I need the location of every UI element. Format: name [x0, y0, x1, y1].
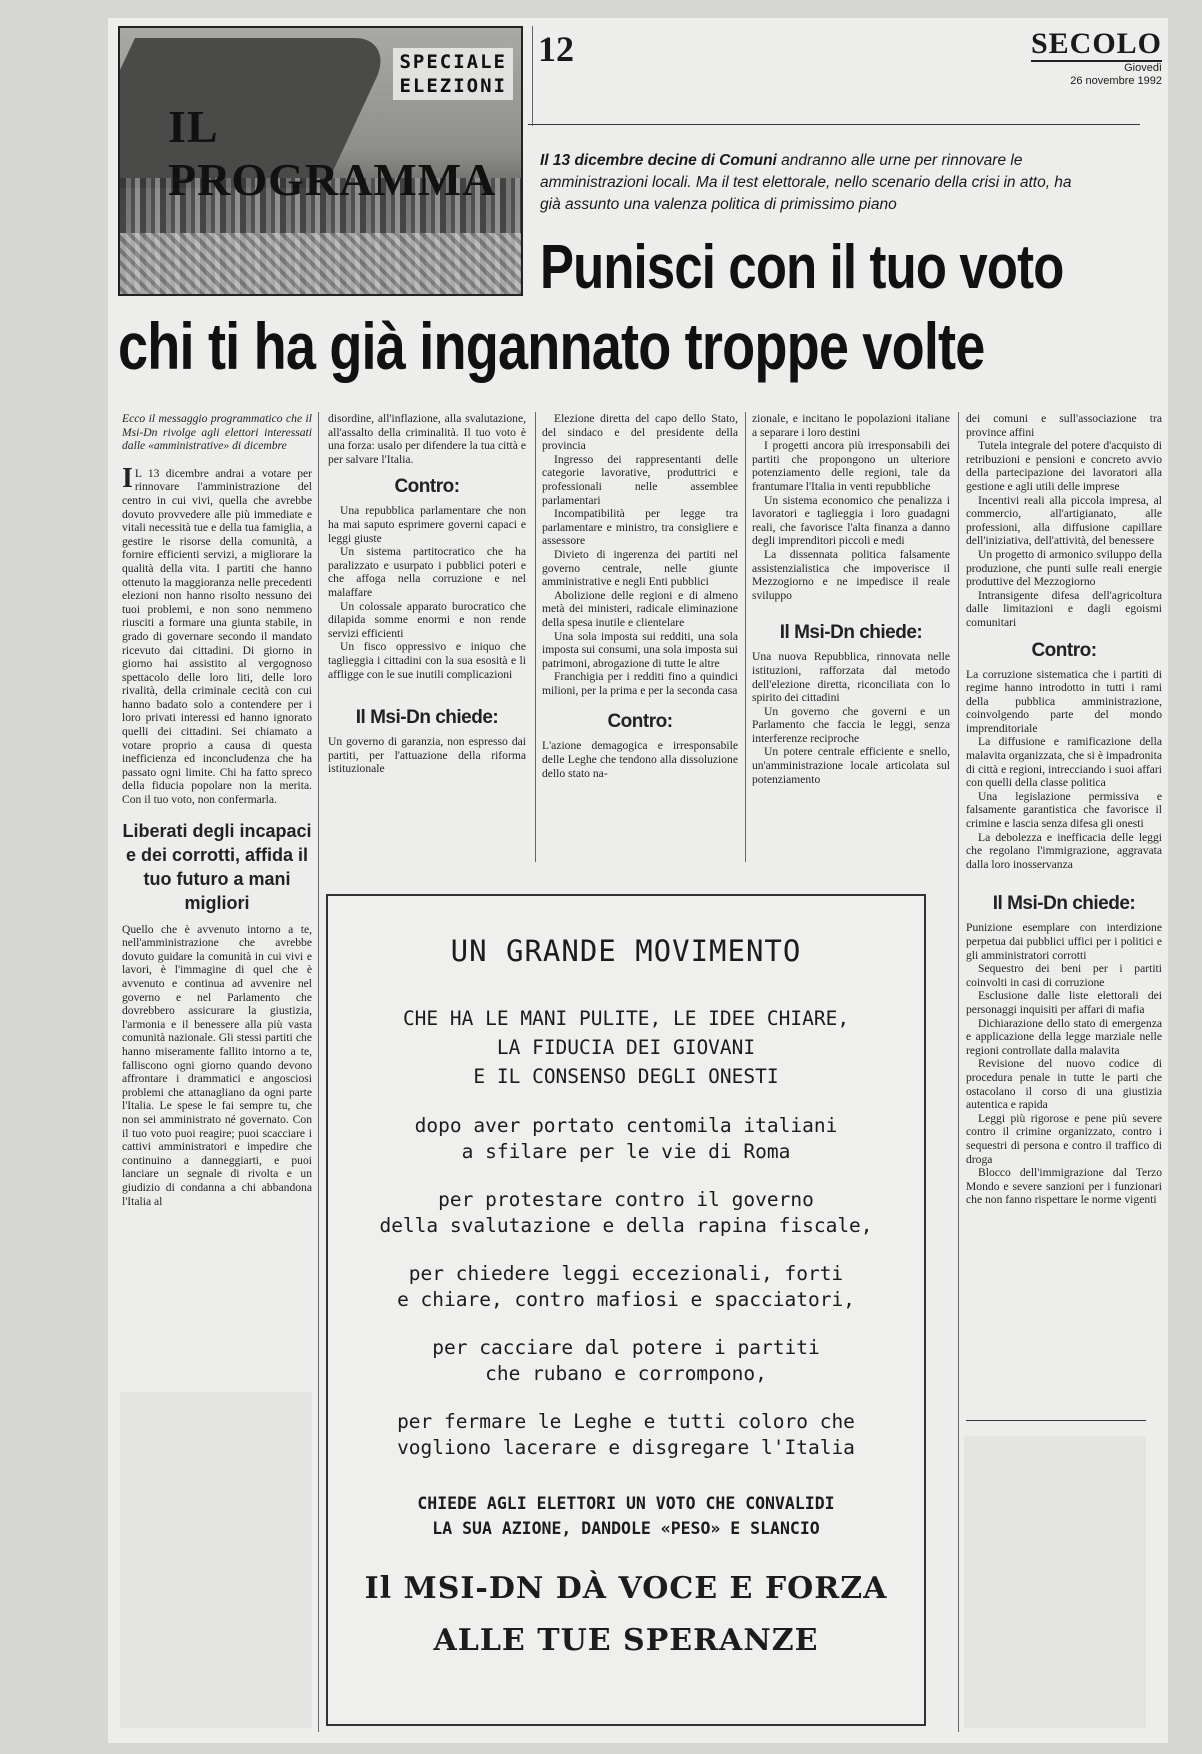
box-para-line: vogliono lacerare e disgregare l'Italia [397, 1436, 855, 1459]
col1-intro: Ecco il messaggio programmatico che il Msi-Dn rivolge agli elettori interessati dalle «amministrative» di dicembre [122, 412, 312, 453]
col5-bottom-rule [966, 1420, 1146, 1421]
col5-contro-item: La diffusione e ramificazione della malavita organizzata, che si è impadronita di città e regioni, intrecciando i suoi affari con quelli della classe politica [966, 735, 1162, 790]
col2-contro-item: Una repubblica parlamentare che non ha mai saputo esprimere governi capaci e leggi giuste [328, 504, 526, 545]
box-para-2 [328, 1187, 924, 1239]
box-appeal-line: LA SUA AZIONE, DANDOLE «PESO» E SLANCIO [432, 1519, 820, 1538]
col4-item: I progetti ancora più irresponsabili dei partiti che propongono un ulteriore potenziamento delle regioni, tale da frantumare l'Italia in venti repubbliche [752, 439, 950, 493]
header-vline [532, 26, 533, 126]
col5-chiede-title: Il Msi-Dn chiede: [992, 893, 1136, 915]
col2-chiede-title: Il Msi-Dn chiede: [355, 707, 499, 729]
column-2 [328, 412, 526, 872]
col4-chiede-item: Una nuova Repubblica, rinnovata nelle istituzioni, rafforzata dal metodo dell'elezione diretta, riconciliata con lo spirito dei cittadini [752, 650, 950, 705]
col5-chiede-item: Revisione del nuovo codice di procedura penale in tutte le parti che ostacolano il corso di una giustizia autentica e rapida [966, 1057, 1162, 1112]
col5-item: Tutela integrale del potere d'acquisto di retribuzioni e pensioni e concreto avvio della partecipazione dei lavoratori alla gestione e agli utili delle imprese [966, 439, 1162, 493]
col3-item: Una sola imposta sui redditi, una sola imposta sui consumi, una sola imposta sui patrimoni, abrogazione di tutte le altre [542, 629, 738, 670]
box-para-line: della svalutazione e della rapina fiscale, [379, 1214, 873, 1237]
col4-item: Un sistema economico che penalizza i lavoratori e taglieggia i loro guadagni reali, che favorisce l'alta finanza a danno degli imprenditori piccoli e medi [752, 493, 950, 548]
col5-contro-item: La debolezza e inefficacia delle leggi che regolano l'immigrazione, aggravata dalla loro inosservanza [966, 830, 1162, 871]
col4-item: zionale, e incitano le popolazioni italiane a separare i loro destini [752, 412, 950, 439]
col1-bottom-panel [120, 1392, 312, 1728]
header-rule [528, 124, 1140, 125]
kicker-speciale: SPECIALE [399, 51, 507, 73]
headline-line-2: chi ti ha già ingannato troppe volte [118, 309, 985, 383]
column-3 [542, 412, 738, 872]
box-para-line: che rubano e corrompono, [485, 1362, 767, 1385]
col4-item: La dissennata politica falsamente assistenzialistica che impoverisce il Mezzogiorno e ne impedisce il reale sviluppo [752, 547, 950, 602]
col5-contro-item: La corruzione sistematica che i partiti di regime hanno introdotto in tutti i rami della pubblica amministrazione, coinvolgendo parte del mondo imprenditoriale [966, 667, 1162, 735]
box-appeal-line: CHIEDE AGLI ELETTORI UN VOTO CHE CONVALIDI [417, 1494, 835, 1513]
column-5 [966, 412, 1162, 1432]
lede-bold: Il 13 dicembre decine di Comuni [540, 152, 777, 169]
col-separator-1 [318, 412, 319, 1732]
col5-contro-item: Una legislazione permissiva e falsamente garantistica che favorisce il crimine e lascia senza difesa gli onesti [966, 789, 1162, 831]
box-para-line: dopo aver portato centomila italiani [414, 1114, 838, 1137]
section-title: IL PROGRAMMA [168, 101, 497, 205]
col-separator-2 [535, 412, 536, 862]
box-caps-line: CHE HA LE MANI PULITE, LE IDEE CHIARE, [402, 1007, 850, 1030]
col4-chiede-item: Un governo che governi e un Parlamento che faccia le leggi, senza interferenze reciproche [752, 704, 950, 745]
col3-contro: L'azione demagogica e irresponsabile delle Leghe che tendono alla dissoluzione dello stato na- [542, 739, 738, 780]
box-para-line: per fermare le Leghe e tutti coloro che [397, 1410, 855, 1433]
col2-body: disordine, all'inflazione, alla svalutazione, all'assalto della criminalità. Il tuo voto è una forza: usalo per difendere la tua città e per salvare l'Italia. [328, 412, 526, 466]
box-appeal [328, 1491, 924, 1541]
lede [540, 150, 1080, 216]
box-para-line: per cacciare dal potere i partiti [432, 1336, 820, 1359]
col3-item: Elezione diretta del capo dello Stato, del sindaco e del presidente della provincia [542, 412, 738, 453]
masthead-day: Giovedì [1124, 62, 1162, 74]
col5-item: Intransigente difesa dell'agricoltura dalle limitazioni e dagli egoismi comunitari [966, 588, 1162, 629]
masthead [1031, 28, 1162, 88]
box-para-1 [328, 1113, 924, 1165]
col5-chiede-item: Sequestro dei beni per i partiti coinvolti in casi di corruzione [966, 962, 1162, 989]
col2-contro-item: Un sistema partitocratico che ha paralizzato e usurpato i pubblici poteri e che affoga nella corruzione e nel malaffare [328, 545, 526, 599]
col5-chiede-item: Leggi più rigorose e pene più severe contro il crimine organizzato, contro i sequestri di persona e contro il traffico di droga [966, 1111, 1162, 1166]
col1-subhead: Liberati degli incapaci e dei corrotti, affida il tuo futuro a mani migliori [122, 820, 312, 913]
col5-item: Incentivi reali alla piccola impresa, al commercio, all'artigianato, alle professioni, alla diffusione capillare dell'iniziativa, dell'attività, del benessere [966, 493, 1162, 548]
box-para-line: per protestare contro il governo [438, 1188, 814, 1211]
box-caps-line: E IL CONSENSO DEGLI ONESTI [473, 1065, 779, 1088]
col4-chiede-title: Il Msi-Dn chiede: [779, 622, 923, 644]
col2-contro-item: Un colossale apparato burocratico che dilapida somme enormi e non rende servizi efficienti [328, 599, 526, 640]
box-slogan-line: ALLE TUE SPERANZE [433, 1623, 819, 1658]
header-photo [118, 26, 523, 296]
box-para-line: a sfilare per le vie di Roma [461, 1140, 791, 1163]
col3-item: Divieto di ingerenza dei partiti nel governo centrale, nelle giunte amministrative e negli Enti pubblici [542, 547, 738, 589]
foreground-image [120, 233, 523, 296]
col3-item: Franchigia per i redditi fino a quindici milioni, per la prima e per la seconda casa [542, 670, 738, 697]
col5-contro-title: Contro: [1031, 639, 1097, 661]
col1-body2: Quello che è avvenuto intorno a te, nell'amministrazione che avrebbe dovuto guidare la comunità in cui vivi e lavori, è l'immagine di quel che è avvenuto e continua ad avvenire nel governo e nel Parlamento che dovrebbero assicurare la giustizia, l'armonia e il benessere alla più vasta comunità nazionale. Gli stessi partiti che hanno miseramente fallito intorno a te, falliscono ogni giorno quando devono affrontare i drammatici e angosciosi problemi che attanagliano da ogni parte l'Italia. Le spese le fai sempre tu, che non sei amministrato né governato. Con il tuo voto puoi reagire; puoi scacciare i cattivi amministratori e impedire che continuino a danneggiarti, e puoi lanciare un segnale di rivolta e un giudizio di condanna a chi abbandona l'Italia al [122, 922, 312, 1208]
box-caps-line: LA FIDUCIA DEI GIOVANI [496, 1036, 756, 1059]
col5-bottom-panel [964, 1436, 1146, 1728]
col5-item: dei comuni e sull'associazione tra province affini [966, 412, 1162, 439]
column-4 [752, 412, 950, 872]
box-para-3 [328, 1261, 924, 1313]
col2-contro-title: Contro: [394, 476, 460, 498]
box-para-4 [328, 1335, 924, 1387]
headline-line-1: Punisci con il tuo voto [540, 233, 1064, 302]
col-separator-4 [958, 412, 959, 1732]
section-kicker [393, 48, 513, 100]
col5-chiede-item: Dichiarazione dello stato di emergenza e applicazione della legge marziale nelle regioni controllate dalla malavita [966, 1016, 1162, 1057]
col2-contro-item: Un fisco oppressivo e iniquo che taglieggia i cittadini con la sua esosità e li affligge con le sue inutili complicazioni [328, 640, 526, 681]
box-para-5 [328, 1409, 924, 1461]
box-para-line: per chiedere leggi eccezionali, forti [408, 1262, 844, 1285]
kicker-elezioni: ELEZIONI [399, 75, 507, 97]
col3-contro-title: Contro: [607, 711, 673, 733]
col5-chiede-item: Blocco dell'immigrazione dal Terzo Mondo e severe sanzioni per i funzionari che non fanno rispettare le norme vigenti [966, 1166, 1162, 1207]
col3-item: Abolizione delle regioni e di almeno metà dei ministeri, radicale eliminazione della spesa inutile e clientelare [542, 588, 738, 629]
box-caps [328, 1004, 924, 1091]
col4-chiede-item: Un potere centrale efficiente e snello, un'amministrazione locale articolata sul potenziamento [752, 745, 950, 786]
masthead-date: 26 novembre 1992 [1070, 75, 1162, 87]
col3-item: Ingresso dei rappresentanti delle categorie lavorative, produttrici e professionali nelle assemblee parlamentari [542, 452, 738, 507]
box-para-line: e chiare, contro mafiosi e spacciatori, [397, 1288, 855, 1311]
page-number: 12 [538, 29, 574, 69]
movimento-box [326, 894, 926, 1726]
col1-body: IL 13 dicembre andrai a votare per rinnovare l'amministrazione del centro in cui vivi, quella che avrebbe dovuto provvedere alle più immediate e vitali necessità tue e della tua famiglia, a gestire le risorse della comunità, a fornire efficienti servizi, a migliorare la qualità della vita. I partiti che hanno ottenuto la maggioranza nelle precedenti elezioni non hanno risolto nessuno dei tuoi problemi, e non sono nemmeno riusciti a formare una giunta stabile, in grado di governare secondo il mandato ricevuto dai cittadini. Di giorno in giorno hai assistito al vergognoso spettacolo delle loro liti, delle loro rivalità, della criminale cecità con cui hanno badato solo a contendere per i loro privati interessi ed hanno ignorato quelli dei cittadini. Sei chiamato a votare proprio a causa di questa inefficienza ed inconcludenza che ha passato ogni limite. Chi ha fatto spreco della fiducia popolare non la merita. Con il tuo voto, non confermarla. [122, 462, 312, 807]
box-slogan [328, 1563, 924, 1667]
masthead-title: SECOLO [1030, 27, 1162, 60]
col2-chiede: Un governo di garanzia, non espresso dai partiti, per l'attuazione della riforma istituzionale [328, 735, 526, 776]
col-separator-3 [745, 412, 746, 862]
lede-text: andranno alle urne per rinnovare le amministrazioni locali. Ma il test elettorale, nello scenario della crisi in atto, ha già assunto una valenza politica di primissimo piano [540, 152, 1072, 213]
col5-item: Un progetto di armonico sviluppo della produzione, che punti sulle reali energie produttive del Mezzogiorno [966, 547, 1162, 589]
box-title: UN GRANDE MOVIMENTO [450, 934, 802, 968]
box-slogan-line: Il MSI-DN DÀ VOCE E FORZA [364, 1571, 888, 1606]
col5-chiede-item: Punizione esemplare con interdizione perpetua dai pubblici uffici per i politici e gli amministratori corrotti [966, 921, 1162, 962]
col5-chiede-item: Esclusione dalle liste elettorali dei personaggi inquisiti per affari di mafia [966, 989, 1162, 1016]
col3-item: Incompatibilità per legge tra parlamentare e ministro, tra consigliere e assessore [542, 507, 738, 548]
